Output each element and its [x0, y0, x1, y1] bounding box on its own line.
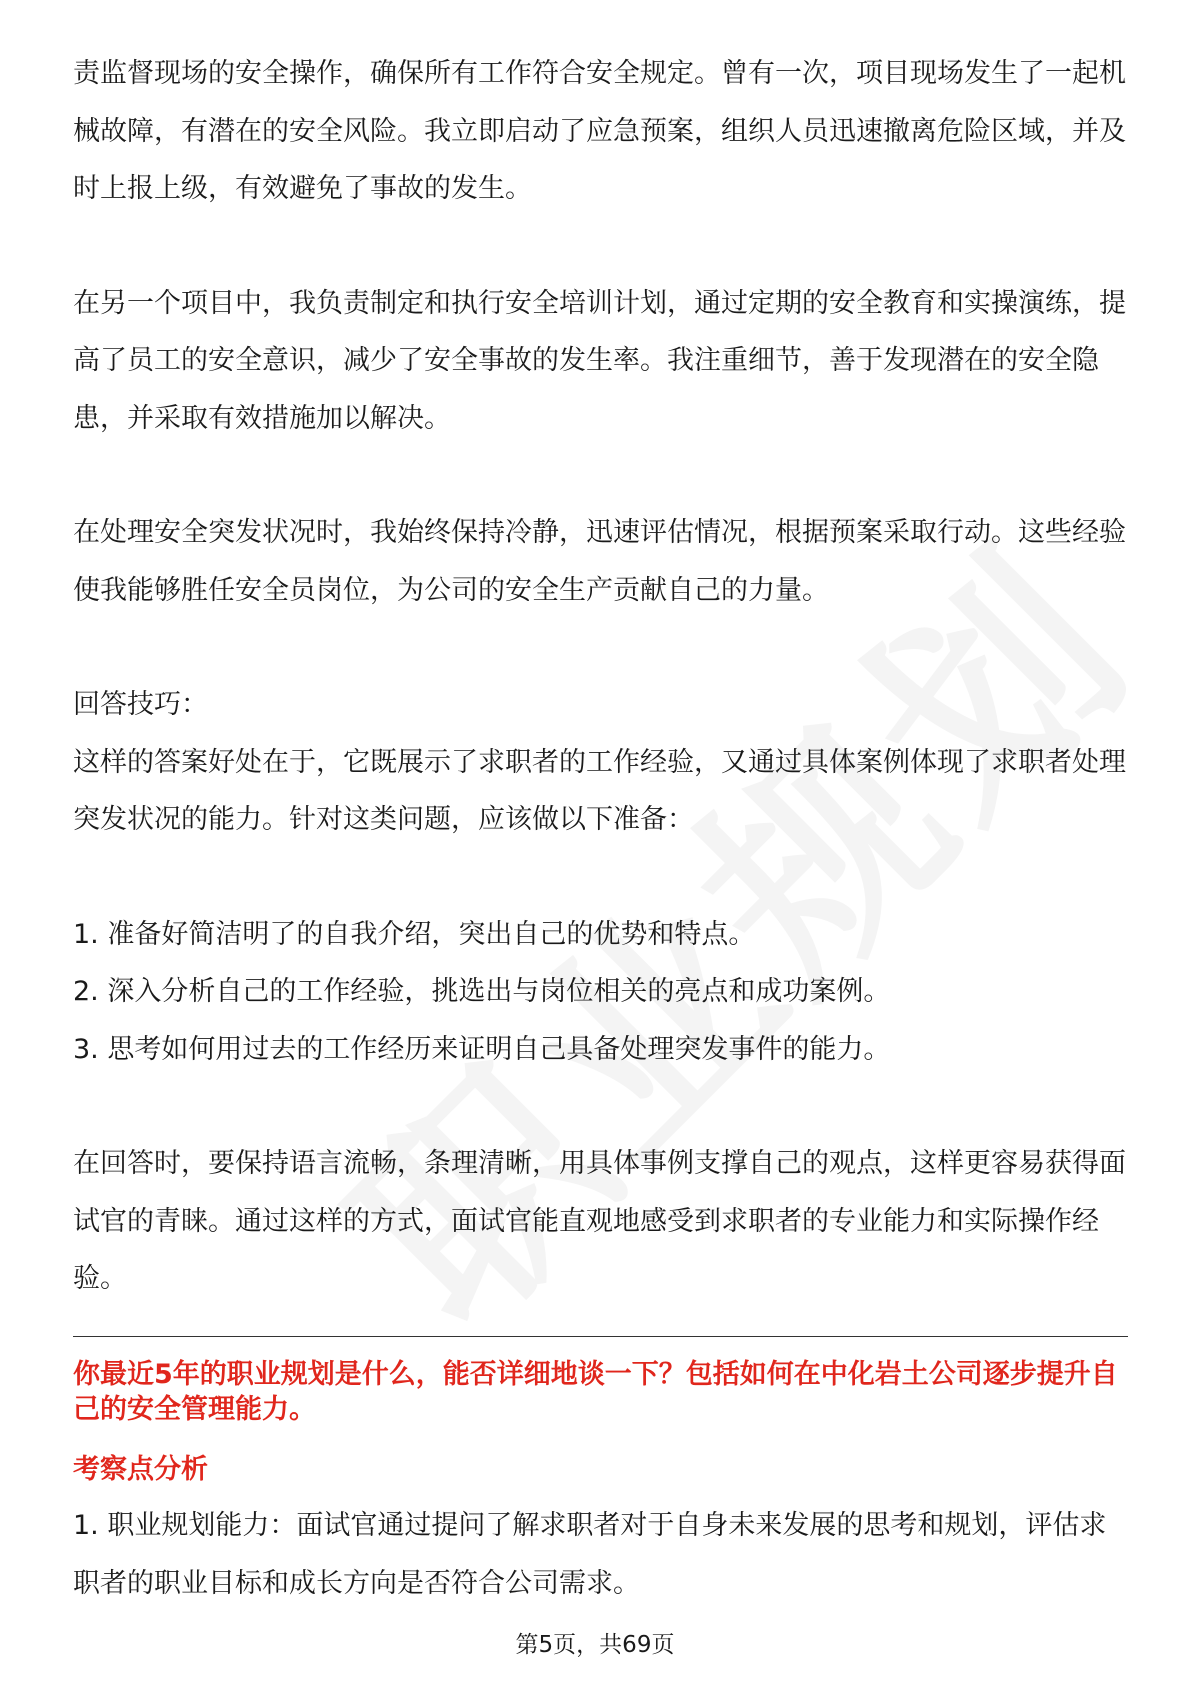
analysis-item: 1. 职业规划能力：面试官通过提问了解求职者对于自身未来发展的思考和规划，评估求职者的职业目标和成长方向是否符合公司需求。: [73, 1510, 1107, 1599]
document-body: [73, 45, 1128, 1308]
list-item: 3. 思考如何用过去的工作经历来证明自己具备处理突发事件的能力。: [73, 1033, 891, 1065]
paragraph-emergency-handling: 在处理安全突发状况时，我始终保持冷静，迅速评估情况，根据预案采取行动。这些经验使我能够胜任安全员岗位，为公司的安全生产贡献自己的力量。: [73, 517, 1126, 606]
list-item: 2. 深入分析自己的工作经验，挑选出与岗位相关的亮点和成功案例。: [73, 976, 891, 1007]
question-heading: 你最近5年的职业规划是什么，能否详细地谈一下？包括如何在中化岩土公司逐步提升自己的安全管理能力。: [73, 1359, 1118, 1425]
page-number: 第5页，共69页: [515, 1632, 675, 1658]
paragraph-training-plan: 在另一个项目中，我负责制定和执行安全培训计划，通过定期的安全教育和实操演练，提高了员工的安全意识，减少了安全事故的发生率。我注重细节，善于发现潜在的安全隐患，并采取有效措施加以解决。: [73, 287, 1126, 434]
section-title: 考察点分析: [73, 1454, 208, 1485]
paragraph-closing: 在回答时，要保持语言流畅，条理清晰，用具体事例支撑自己的观点，这样更容易获得面试官的青睐。通过这样的方式，面试官能直观地感受到求职者的专业能力和实际操作经验。: [73, 1148, 1126, 1294]
tips-label: 回答技巧：: [73, 689, 208, 720]
tips-intro: 这样的答案好处在于，它既展示了求职者的工作经验，又通过具体案例体现了求职者处理突发状况的能力。针对这类问题，应该做以下准备：: [73, 746, 1126, 835]
paragraph-safety-supervision: 责监督现场的安全操作，确保所有工作符合安全规定。曾有一次，项目现场发生了一起机械故障，有潜在的安全风险。我立即启动了应急预案，组织人员迅速撤离危险区域，并及时上报上级，有效避免了事故的发生。: [73, 58, 1126, 204]
list-item: 1. 准备好简洁明了的自我介绍，突出自己的优势和特点。: [73, 918, 756, 950]
section-divider: [73, 1336, 1128, 1337]
